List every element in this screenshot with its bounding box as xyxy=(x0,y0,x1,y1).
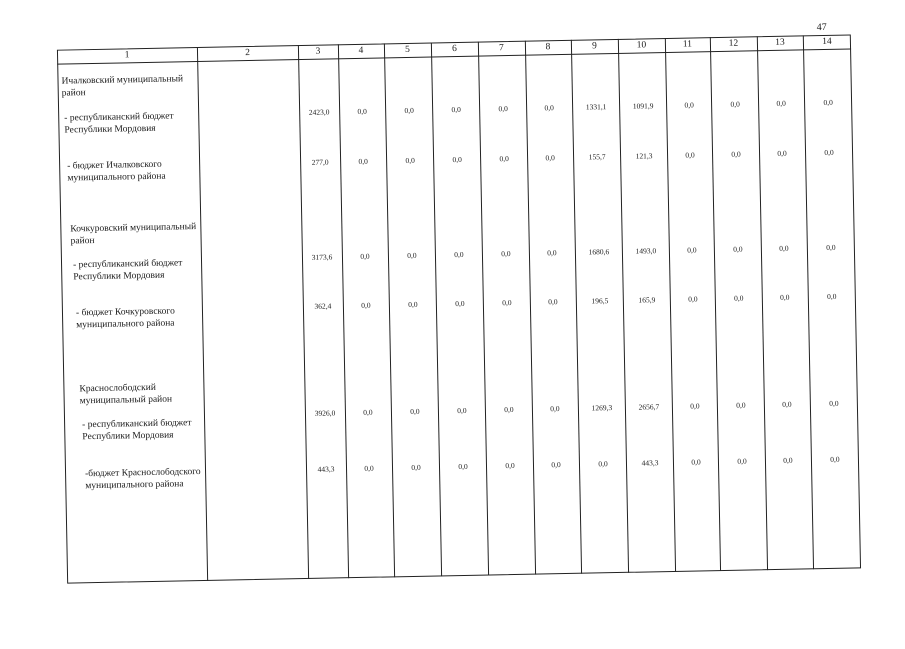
table-cell: 0,0 xyxy=(404,105,414,116)
table-cell: 0,0 xyxy=(408,299,418,309)
table-cell: 0,0 xyxy=(824,147,834,157)
col-header: 13 xyxy=(775,37,785,48)
table-cell: 0,0 xyxy=(830,454,840,464)
district-heading: Кочкуровский муниципальный район xyxy=(70,222,197,247)
table-cell: 1331,1 xyxy=(585,102,607,112)
col-header: 6 xyxy=(452,44,457,55)
table-cell: 362,4 xyxy=(314,301,332,311)
table-cell: 2656,7 xyxy=(638,402,660,412)
table-cell: 0,0 xyxy=(505,460,515,471)
table-cell: 1091,9 xyxy=(632,101,654,111)
col-header: 1 xyxy=(124,50,130,61)
table-cell: 0,0 xyxy=(501,249,511,259)
table-cell: 0,0 xyxy=(691,457,701,467)
col-header: 11 xyxy=(682,39,693,50)
table-cell: 0,0 xyxy=(737,456,747,466)
table-cell: 1493,0 xyxy=(635,246,657,256)
district-heading: Ичалковский муниципальный район xyxy=(61,74,184,99)
table-cell: 155,7 xyxy=(588,152,606,162)
table-cell: 0,0 xyxy=(457,405,467,416)
row-label: - республиканский бюджет Республики Мордовия xyxy=(64,111,174,136)
table-cell: 121,3 xyxy=(635,151,653,161)
table-cell: 3926,0 xyxy=(314,408,336,418)
table-cell: 196,5 xyxy=(591,296,609,306)
table-cell: 0,0 xyxy=(410,406,420,416)
table-cell: 0,0 xyxy=(551,460,561,470)
table-cell: 0,0 xyxy=(544,103,554,113)
col-header: 2 xyxy=(245,47,250,59)
table-cell: 0,0 xyxy=(783,455,793,465)
table-cell: 0,0 xyxy=(502,298,512,308)
table-cell: 0,0 xyxy=(411,462,421,472)
table-cell: 0,0 xyxy=(451,104,461,115)
table-cell: 2423,0 xyxy=(308,107,330,117)
table-cell: 0,0 xyxy=(357,106,367,116)
table-cell: 0,0 xyxy=(684,100,694,110)
district-heading: Краснослободский муниципальный район xyxy=(79,382,173,407)
col-header: 4 xyxy=(358,45,364,56)
table-cell: 0,0 xyxy=(358,156,368,166)
col-header: 14 xyxy=(822,36,832,47)
col-header: 5 xyxy=(405,44,410,56)
table-cell: 0,0 xyxy=(452,154,462,165)
table-cell: 1269,3 xyxy=(591,403,613,413)
table-cell: 443,3 xyxy=(641,458,659,468)
table-cell: 0,0 xyxy=(598,459,608,469)
table-cell: 0,0 xyxy=(826,242,836,252)
page-number: 47 xyxy=(816,21,827,34)
table-cell: 0,0 xyxy=(730,99,740,109)
table-cell: 0,0 xyxy=(548,297,558,307)
budget-table xyxy=(57,34,861,583)
table-cell: 0,0 xyxy=(361,300,371,310)
row-label: - бюджет Кочкуровского муниципального района xyxy=(75,306,175,331)
table-cell: 0,0 xyxy=(363,407,373,417)
col-header: 9 xyxy=(591,41,597,52)
table-cell: 0,0 xyxy=(827,291,837,301)
table-cell: 0,0 xyxy=(364,463,374,473)
table-cell: 0,0 xyxy=(499,154,509,164)
table-cell: 0,0 xyxy=(498,104,508,114)
table-cell: 0,0 xyxy=(687,245,697,255)
table-cell: 3173,6 xyxy=(311,252,333,262)
row-label: -бюджет Краснослободского муниципального района xyxy=(84,467,201,492)
table-cell: 0,0 xyxy=(405,155,415,166)
table-cell: 443,3 xyxy=(317,464,335,474)
table-cell: 0,0 xyxy=(458,461,468,472)
col-header: 10 xyxy=(636,40,647,51)
table-cell: 0,0 xyxy=(504,404,514,415)
col-header: 8 xyxy=(545,42,551,53)
table-cell: 165,9 xyxy=(638,295,656,305)
table-cell: 0,0 xyxy=(782,399,792,409)
table-cell: 0,0 xyxy=(547,248,557,258)
table-cell: 0,0 xyxy=(688,294,698,304)
table-cell: 0,0 xyxy=(780,292,790,302)
table-cell: 0,0 xyxy=(734,293,744,303)
table-cell: 277,0 xyxy=(311,157,329,167)
table-cell: 1680,6 xyxy=(588,247,610,257)
table-cell: 0,0 xyxy=(545,153,555,163)
row-label: - республиканский бюджет Республики Мордовия xyxy=(82,418,192,443)
table-cell: 0,0 xyxy=(823,97,833,107)
table-cell: 0,0 xyxy=(736,400,746,410)
table-cell: 0,0 xyxy=(776,98,786,108)
table-cell: 0,0 xyxy=(731,149,741,159)
table-cell: 0,0 xyxy=(407,250,417,261)
table-cell: 0,0 xyxy=(685,150,695,160)
row-label: - бюджет Ичалковского муниципального района xyxy=(67,159,166,184)
table-cell: 0,0 xyxy=(360,251,370,261)
table-cell: 0,0 xyxy=(779,243,789,253)
col-header: 3 xyxy=(315,46,321,57)
table-cell: 0,0 xyxy=(829,398,839,408)
row-label: - республиканский бюджет Республики Мордовия xyxy=(72,258,183,283)
col-header: 7 xyxy=(499,43,504,54)
table-cell: 0,0 xyxy=(455,298,465,309)
table-cell: 0,0 xyxy=(777,148,787,158)
table-cell: 0,0 xyxy=(733,244,743,254)
table-cell: 0,0 xyxy=(690,401,700,411)
table-cell: 0,0 xyxy=(550,404,560,414)
col-header: 12 xyxy=(728,38,739,49)
table-cell: 0,0 xyxy=(454,249,464,260)
